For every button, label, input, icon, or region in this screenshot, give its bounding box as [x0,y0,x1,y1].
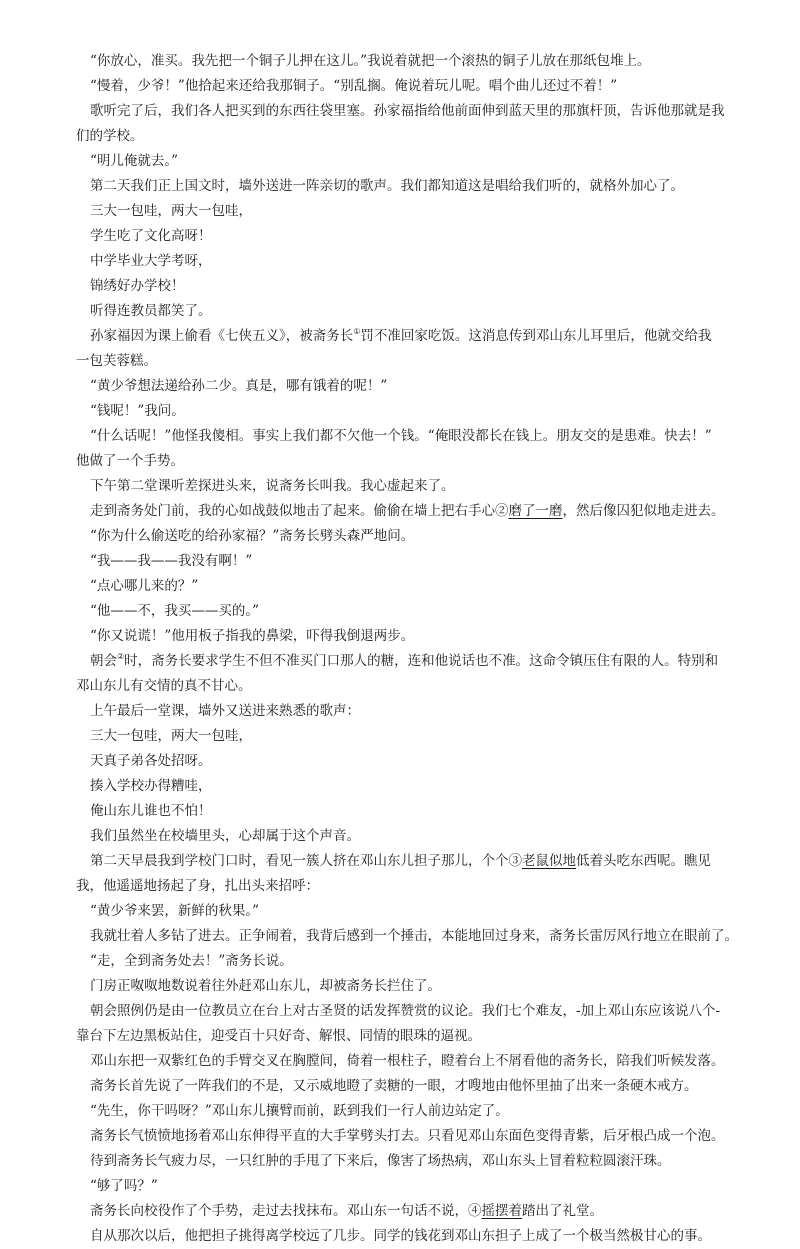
text-line [76,724,740,749]
text-line [76,499,740,524]
line-text: 斋务长气愤愤地扬着邓山东伸得平直的大手掌劈头打去。只看见邓山东面色变得青紫，后牙根凸成一个泡。 [90,1128,725,1144]
text-line [76,674,740,699]
line-text: “点心哪儿来的？” [90,578,199,594]
underlined-phrase: 磨了一磨 [508,503,563,519]
line-text: “你放心，准买。我先把一个铜子儿押在这儿。”我说着就把一个滚热的铜子儿放在那纸包堆上。 [90,53,651,69]
footnote-marker: ② [117,652,125,661]
line-text: “先生，你干吗呀？”邓山东儿攘臂而前，跃到我们一行人前边站定了。 [90,1103,509,1119]
line-text: 一包芙蓉糕。 [76,353,157,369]
line-text: 学生吃了文化高呀！ [90,228,212,244]
line-text: “钱呢！”我问。 [90,403,185,419]
text-line [76,849,740,874]
text-line [76,49,740,74]
text-line [76,874,740,899]
footnote-marker: ① [353,327,361,336]
text-line [76,799,740,824]
text-line [76,524,740,549]
line-text: 门房正呶呶地数说着往外赶邓山东儿，却被斋务长拦住了。 [90,978,441,994]
text-line [76,1049,740,1074]
line-text: 朝会 [90,653,117,669]
text-line [76,199,740,224]
text-line [76,999,740,1024]
text-line [76,574,740,599]
line-text: 靠台下左边黑板站住，迎受百十只好奇、解恨、同情的眼珠的逼视。 [76,1028,481,1044]
line-text: 第二天早晨我到学校门口时，看见一簇人挤在邓山东儿担子那儿，个个 [90,853,509,869]
line-text: “够了吗？” [90,1178,158,1194]
line-text: 孙家福因为课上偷看《七侠五义》，被斋务长 [90,328,354,344]
text-line [76,824,740,849]
line-text: 我们虽然坐在校墙里头，心却属于这个声音。 [90,828,360,844]
line-text-cont: 时，斋务长要求学生不但不准买门口那人的糖，连和他说话也不准。这命令镇压住有限的人。特别和 [124,653,719,669]
text-line [76,424,740,449]
line-text: 下午第二堂课听差探进头来，说斋务长叫我。我心虚起来了。 [90,478,455,494]
line-text: 听得连教员都笑了。 [90,303,212,319]
line-text: “黄少爷想法递给孙二少。真是，哪有饿着的呢！” [90,378,388,394]
line-text: 我就壮着人多钻了进去。正争闹着，我背后感到一个捶击，本能地回过身来，斋务长雷厉风行地立在眼前了。 [90,928,738,944]
line-text: 待到斋务长气疲力尽，一只红肿的手甩了下来后，像害了场热病，邓山东头上冒着粒粒圆滚汗珠。 [90,1153,671,1169]
line-text: “他——不，我买——买的。” [90,603,260,619]
line-text: 斋务长向校役作了个手势，走过去找抹布。邓山东一句话不说， [90,1203,468,1219]
text-line [76,474,740,499]
line-text: “走，全到斋务处去！”斋务长说。 [90,953,293,969]
line-text: “明儿俺就去。” [90,153,179,169]
text-line [76,774,740,799]
line-text: “慢着，少爷！”他拾起来还给我那铜子。“别乱搁。俺说着玩儿呢。唱个曲儿还过不着！” [90,78,618,94]
question-marker: ④ [468,1203,482,1219]
line-text: “黄少爷来罢，新鲜的秋果。” [90,903,260,919]
text-line [76,249,740,274]
text-line [76,224,740,249]
text-line [76,549,740,574]
line-text: 我，他遥遥地扬起了身，扎出头来招呼： [76,878,319,894]
question-marker: ② [495,503,509,519]
line-text: 邓山东儿有交情的真不甘心。 [76,678,252,694]
text-line [76,174,740,199]
text-line [76,1024,740,1049]
line-text: 自从那次以后，他把担子挑得离学校远了几步。同学的钱花到邓山东担子上成了一个极当然极甘心的事。 [90,1228,711,1244]
text-line [76,1074,740,1099]
line-text: 三大一包哇，两大一包哇， [90,728,252,744]
text-line [76,649,740,674]
line-text: 们的学校。 [76,128,144,144]
line-text-cont: 低着头吃东西呢。瞧见 [576,853,711,869]
line-text: 俺山东儿谁也不怕！ [90,803,212,819]
text-line [76,274,740,299]
text-line [76,1174,740,1199]
question-marker: ③ [508,853,522,869]
text-line [76,374,740,399]
text-line [76,924,740,949]
text-line [76,949,740,974]
line-text: 斋务长首先说了一阵我们的不是，又示威地瞪了卖糖的一眼，才嗖地由他怀里抽了出来一条硬木戒方。 [90,1078,698,1094]
text-line [76,449,740,474]
line-text: 揍入学校办得糟哇， [90,778,212,794]
text-line [76,124,740,149]
text-line [76,149,740,174]
line-text: “我——我——我没有啊！” [90,553,253,569]
text-line [76,99,740,124]
line-text: “什么话呢！”他怪我傻相。事实上我们都不欠他一个钱。“俺眼没都长在钱上。朋友交的是患难。快去！” [90,428,712,444]
line-text-cont: 踏出了礼堂。 [522,1203,603,1219]
line-text: 三大一包哇，两大一包哇， [90,203,252,219]
line-text: 朝会照例仍是由一位教员立在台上对古圣贤的话发挥赞赏的议论。我们七个难友，-加上邓山东应该说八个- [90,1003,721,1019]
text-line [76,399,740,424]
text-line [76,324,740,349]
text-line [76,1124,740,1149]
text-line [76,699,740,724]
line-text-cont: ，然后像囚犯似地走进去。 [562,503,725,519]
line-text: 天真子弟各处招呀。 [90,753,212,769]
text-line [76,1224,740,1249]
line-text: 走到斋务处门前，我的心如战鼓似地击了起来。偷偷在墙上把右手心 [90,503,495,519]
text-line [76,974,740,999]
underlined-phrase: 老鼠似地 [522,853,576,869]
text-line [76,1199,740,1224]
text-line [76,299,740,324]
line-text: “你又说谎！”他用板子指我的鼻梁，吓得我倒退两步。 [90,628,415,644]
text-line [76,749,740,774]
text-line [76,624,740,649]
text-line [76,599,740,624]
text-line [76,1149,740,1174]
line-text-cont: 罚不准回家吃饭。这消息传到邓山东儿耳里后，他就交给我 [360,328,712,344]
text-line [76,899,740,924]
line-text: 邓山东把一双紫红色的手臂交叉在胸膛间，倚着一根柱子，瞪着台上不屑看他的斋务长，陪我们听候发落。 [90,1053,725,1069]
line-text: 锦绣好办学校！ [90,278,185,294]
text-line [76,349,740,374]
line-text: 歌听完了后，我们各人把买到的东西往袋里塞。孙家福指给他前面伸到蓝天里的那旗杆顶，告诉他那就是我 [90,103,725,119]
line-text: 上午最后一堂课，墙外又送进来熟悉的歌声： [90,703,360,719]
line-text: “你为什么偷送吃的给孙家福？”斋务长劈头森严地问。 [90,528,415,544]
text-line [76,1099,740,1124]
line-text: 第二天我们正上国文时，墙外送进一阵亲切的歌声。我们都知道这是唱给我们听的，就格外加心了。 [90,178,684,194]
text-line [76,74,740,99]
underlined-phrase: 摇摆着 [481,1203,522,1219]
line-text: 他做了一个手势。 [76,453,184,469]
line-text: 中学毕业大学考呀， [90,253,212,269]
